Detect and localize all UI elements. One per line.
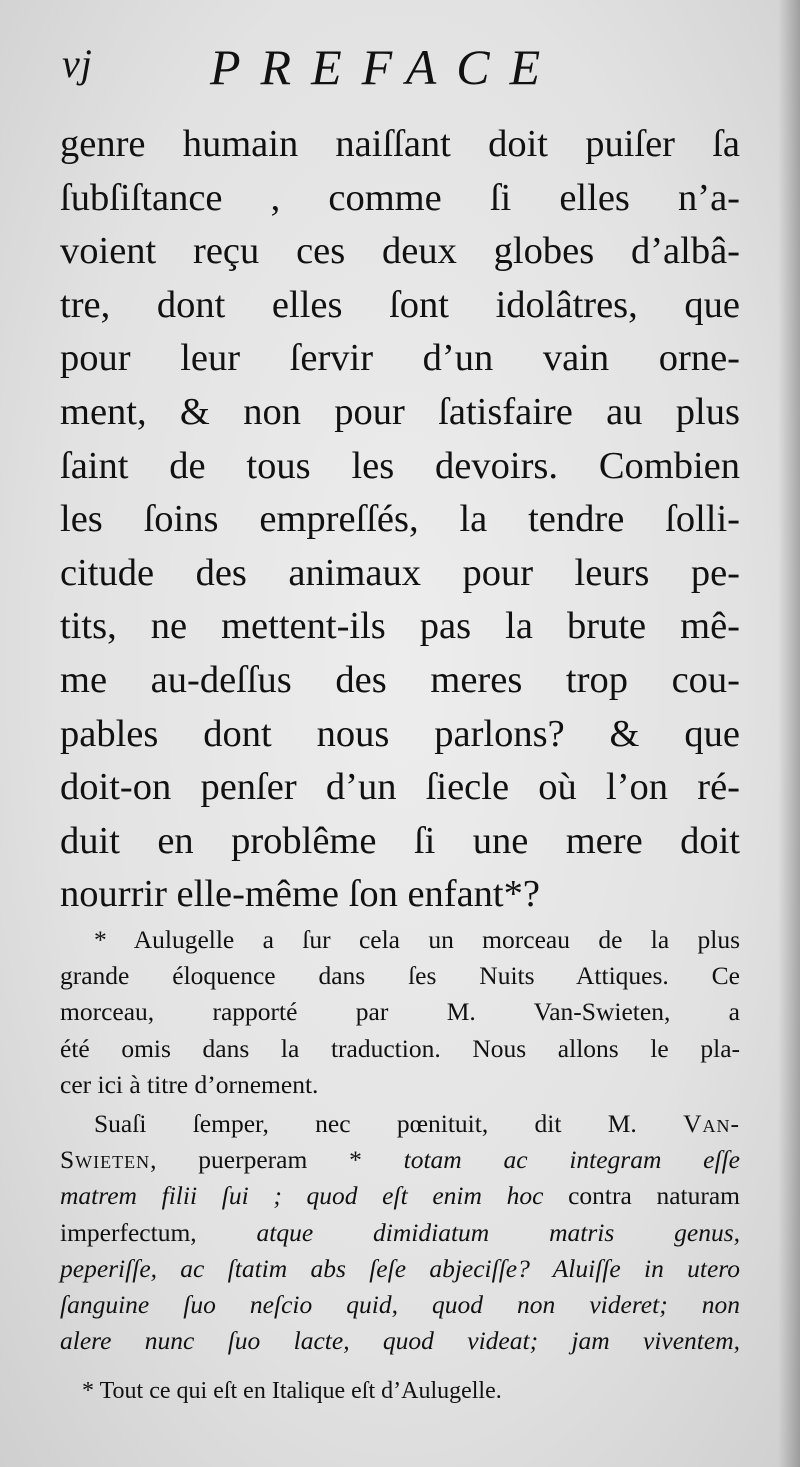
latin-roman: Suaſi ſemper, nec pœnituit, dit M. bbox=[94, 1109, 684, 1138]
text-line: voient reçu ces deux globes d’albâ- bbox=[60, 230, 740, 273]
latin-line bbox=[60, 1178, 740, 1214]
text-line: genre humain naiſſant doit puiſer ſa bbox=[60, 123, 740, 165]
page-header bbox=[62, 40, 742, 100]
latin-roman: contra naturam bbox=[568, 1181, 740, 1211]
latin-small-caps: Swieten bbox=[60, 1145, 151, 1175]
text-line: tre, dont elles ſont idolâtres, que bbox=[60, 283, 740, 326]
text-line: tits, ne mettent-ils pas la brute mê- bbox=[60, 605, 740, 648]
latin-line: ſanguine ſuo neſcio quid, quod non videret; non bbox=[60, 1290, 740, 1320]
text-line: duit en problême ſi une mere doit bbox=[60, 819, 740, 862]
text-line: pour leur ſervir d’un vain orne- bbox=[60, 337, 740, 380]
latin-line bbox=[60, 1106, 740, 1142]
latin-roman: , puerperam * bbox=[150, 1145, 404, 1175]
latin-line: peperiſſe, ac ſtatim abs ſeſe abjeciſſe? Aluiſſe in utero bbox=[60, 1253, 740, 1283]
text-line: ment, & non pour ſatisfaire au plus bbox=[60, 390, 740, 433]
text-line: ſaint de tous les devoirs. Combien bbox=[60, 444, 740, 487]
text-line: nourrir elle-même ſon enfant*? bbox=[60, 873, 540, 916]
bottom-footnote: * Tout ce qui eſt en Italique eſt d’Aulugelle. bbox=[82, 1378, 502, 1404]
main-text bbox=[60, 118, 740, 922]
footnote bbox=[60, 922, 740, 1103]
footnote-line: été omis dans la traduction. Nous allons le pla- bbox=[60, 1033, 740, 1063]
text-line: citude des animaux pour leurs pe- bbox=[60, 551, 740, 594]
latin-quotation bbox=[60, 1106, 740, 1359]
text-line: doit-on penſer d’un ſiecle où l’on ré- bbox=[60, 766, 740, 809]
footnote-line: * Aulugelle a ſur cela un morceau de la plus bbox=[94, 925, 740, 954]
running-title: PREFACE bbox=[210, 39, 561, 95]
footnote-line: morceau, rapporté par M. Van-Swieten, a bbox=[60, 997, 740, 1027]
latin-italic: matrem filii ſui ; quod eſt enim hoc bbox=[60, 1181, 569, 1211]
latin-line bbox=[60, 1142, 740, 1178]
text-line: ſubſiſtance , comme ſi elles n’a- bbox=[60, 176, 740, 219]
latin-line bbox=[60, 1215, 740, 1251]
footnote-line: grande éloquence dans ſes Nuits Attiques. Ce bbox=[60, 961, 740, 991]
latin-small-caps: Van- bbox=[683, 1109, 740, 1138]
page-number: vj bbox=[62, 41, 93, 86]
text-line: les ſoins empreſſés, la tendre ſolli- bbox=[60, 498, 740, 541]
latin-line: alere nunc ſuo lacte, quod videat; jam viventem, bbox=[60, 1326, 740, 1356]
text-line: pables dont nous parlons? & que bbox=[60, 712, 740, 755]
latin-roman: imperfectum, bbox=[60, 1217, 257, 1247]
footnote-line: cer ici à titre d’ornement. bbox=[60, 1069, 319, 1099]
text-line: me au-deſſus des meres trop cou- bbox=[60, 658, 740, 701]
latin-italic: atque dimidiatum matris genus, bbox=[256, 1217, 741, 1247]
latin-italic: totam ac integram eſſe bbox=[403, 1145, 740, 1175]
